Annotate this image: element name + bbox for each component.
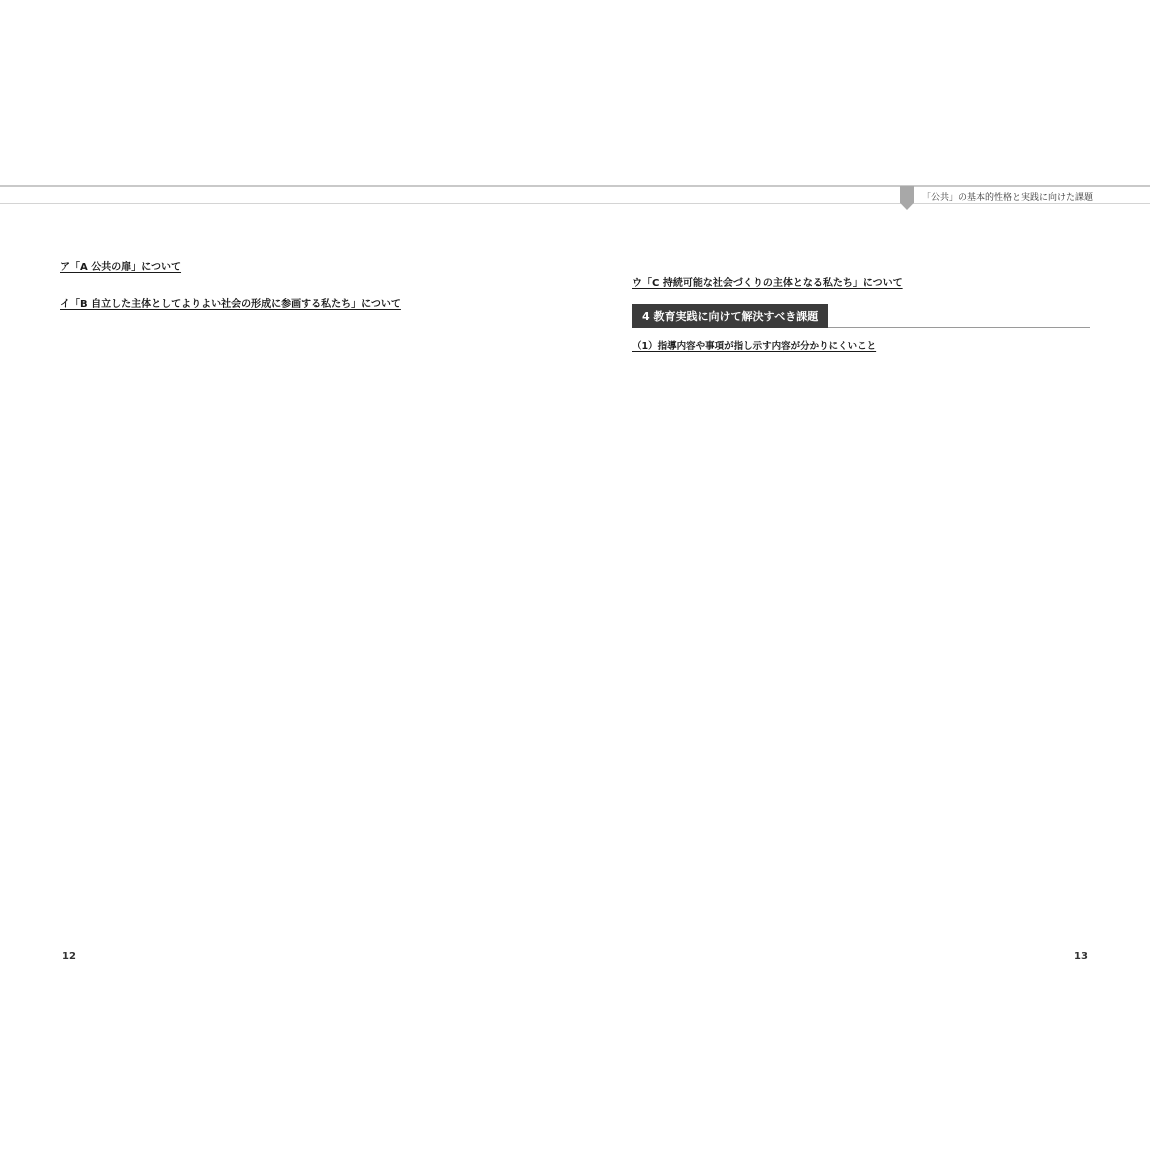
header-rule-bottom [0, 203, 1150, 204]
page-number-right: 13 [1074, 951, 1088, 962]
right-page [632, 258, 1090, 356]
subsection-1-heading: （1）指導内容や事項が指し示す内容が分かりにくいこと [632, 341, 877, 352]
chapter-heading [632, 305, 1090, 328]
page-number-left: 12 [62, 951, 76, 962]
header-rule-top [0, 185, 1150, 187]
header-tab-marker [900, 186, 914, 210]
section-c-heading: ウ「C 持続可能な社会づくりの主体となる私たち」について [632, 278, 903, 289]
section-a-heading: ア「A 公共の扉」について [60, 262, 182, 273]
chapter-heading-label: 4 教育実践に向けて解決すべき課題 [632, 304, 828, 328]
running-head: 「公共」の基本的性格と実践に向けた課題 [922, 193, 1094, 203]
section-b-heading: イ「B 自立した主体としてよりよい社会の形成に参画する私たち」について [60, 299, 401, 310]
left-page [60, 258, 518, 316]
